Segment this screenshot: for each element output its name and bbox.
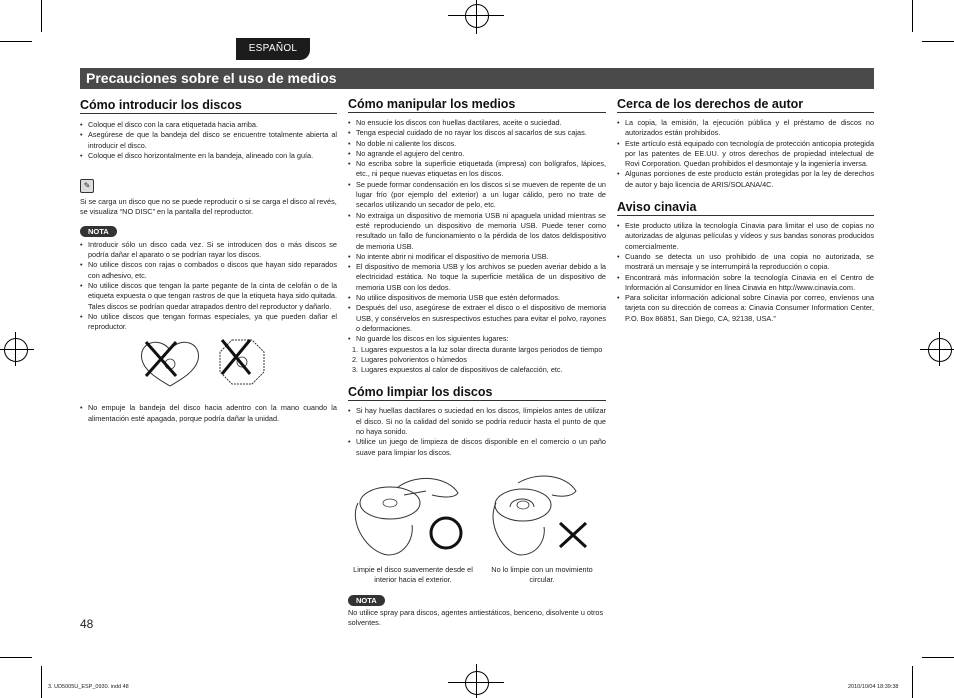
list-item: • No empuje la bandeja del disco hacia adentro con la mano cuando la alimentación esté apagada, porque podría dañar la unidad. xyxy=(80,403,337,424)
list-item: • Asegúrese de que la bandeja del disco se encuentre totalmente abierta al introducir el disco. xyxy=(80,130,337,151)
list-item: • No guarde los discos en los siguientes lugares: xyxy=(348,334,606,344)
registration-mark-icon xyxy=(928,338,952,362)
cinavia-link[interactable]: http://www.cinavia.com xyxy=(778,282,853,292)
tip-text: Si se carga un disco que no se puede reproducir o si se carga el disco al revés, se visualiza “NO DISC” en la pantalla del reproductor. xyxy=(80,197,337,217)
crop-mark xyxy=(476,664,477,698)
crop-mark xyxy=(920,349,954,350)
disc-cleaning-illustration xyxy=(348,473,606,563)
nota-badge: NOTA xyxy=(80,226,117,237)
page-number: 48 xyxy=(80,617,94,631)
list-item: 1. Lugares expuestos a la luz solar directa durante largos periodos de tiempo xyxy=(352,344,603,354)
list-item: • No utilice discos que tengan la parte pegante de la cinta de celofán o de la etiqueta expuesta o que tengan rastros de que la etiqueta haya sido quitada. Tales discos se podrían quedar atrapados dentro del reproductor y dañarlo. xyxy=(80,281,337,312)
list-item: • Algunas porciones de este producto están protegidas por la ley de derechos de autor y bajo licencia de ARIS/SOLANA/4C. xyxy=(617,169,874,190)
list-item: • Utilice un juego de limpieza de discos disponible en el comercio o un paño suave para limpiar los discos. xyxy=(348,437,606,458)
list-item: • Si hay huellas dactilares o suciedad en los discos, límpielos antes de utilizar el disco. Si no la calidad del sonido se podría reducir hasta el punto de que no haya sonido. xyxy=(348,406,606,437)
column-insert-discs xyxy=(80,98,337,424)
pencil-note-icon: ✎ xyxy=(80,179,94,193)
list-item: • Tenga especial cuidado de no rayar los discos al sacarlos de sus cajas. xyxy=(348,128,606,138)
list-item: • Este artículo está equipado con tecnología de protección anticopia protegida por las patentes de EE.UU. y otros derechos de propiedad intelectual de Rovi Corporation. Quedan prohibidos el desmontaje y la ingeniería inversa. xyxy=(617,139,874,170)
registration-mark-icon xyxy=(465,4,489,28)
list-item: • No ensucie los discos con huellas dactilares, aceite o suciedad. xyxy=(348,118,606,128)
handle-list xyxy=(348,118,606,345)
tip-block xyxy=(80,175,337,218)
crop-mark xyxy=(0,657,32,658)
registration-mark-icon xyxy=(465,671,489,695)
list-item: • Coloque el disco con la cara etiquetada hacia arriba. xyxy=(80,120,337,130)
crop-mark xyxy=(939,332,940,366)
crop-mark xyxy=(922,657,954,658)
nota-text: No utilice spray para discos, agentes antiestáticos, benceno, disolvente u otros solventes. xyxy=(348,608,604,628)
crop-mark xyxy=(912,666,913,698)
heading-handle-media: Cómo manipular los medios xyxy=(348,97,606,113)
storage-places-list xyxy=(348,345,606,376)
nota-list xyxy=(80,240,337,333)
heart-disc-icon xyxy=(142,342,199,386)
list-item: • No utilice dispositivos de memoria USB que estén deformados. xyxy=(348,293,606,303)
list-item: • Coloque el disco horizontalmente en la bandeja, alineado con la guía. xyxy=(80,151,337,161)
page-title: Precauciones sobre el uso de medios xyxy=(86,70,337,86)
list-item: • Encontrará más información sobre la tecnología Cinavia en el Centro de Información al Consumidor en línea Cinavia en http://www.cinavia.com. xyxy=(617,273,874,294)
footer-file: 3. UD5005U_ESP_0930. indd 48 xyxy=(48,684,129,690)
column-handle-media xyxy=(348,97,606,458)
list-item: • Después del uso, asegúrese de extraer el disco o el dispositivo de memoria USB, y consérvelos en susrespectivos estuches para evitar el polvo, rayones o deformaciones. xyxy=(348,303,606,334)
list-item: • El dispositivo de memoria USB y los archivos se pueden averiar debido a la electricidad estática. No toque la superficie metálica de un dispositivo de memoria USB con los dedos. xyxy=(348,262,606,293)
list-item: • No utilice discos con rajas o combados o discos que hayan sido reparados con adhesivo, etc. xyxy=(80,260,337,281)
crop-mark xyxy=(476,0,477,34)
list-item: 3. Lugares expuestos al calor de dispositivos de calefacción, etc. xyxy=(352,365,563,375)
nota-badge: NOTA xyxy=(348,595,385,606)
list-item: • No doble ni caliente los discos. xyxy=(348,139,606,149)
wrong-cleaning-icon xyxy=(493,476,586,555)
heading-copyright: Cerca de los derechos de autor xyxy=(617,97,874,113)
clean-list xyxy=(348,406,606,457)
list-item: • Este producto utiliza la tecnología Cinavia para limitar el uso de copias no autorizadas de algunas películas y vídeos y sus bandas sonoras producidos comercialmente. xyxy=(617,221,874,252)
list-item: 2. Lugares polvorientos o húmedos xyxy=(352,354,467,364)
list-item: • Introducir sólo un disco cada vez. Si se introducen dos o más discos se podría dañar el aparato o se podrían rayar los discos. xyxy=(80,240,337,261)
special-shape-discs-illustration xyxy=(80,338,337,388)
list-item: • No extraiga un dispositivo de memoria USB ni apaguela unidad mientras se esté reproduciendo un dispositivo de memoria USB. Puede tener como resultado un fallo de funcionamiento o la pérdida de los datos deldispositivo de memoria USB. xyxy=(348,211,606,252)
caption-correct-cleaning: Limpie el disco suavemente desde el interior hacia el exterior. xyxy=(353,565,473,584)
section-banner xyxy=(80,68,874,89)
cleaning-nota xyxy=(348,590,606,629)
registration-mark-icon xyxy=(4,338,28,362)
crop-mark xyxy=(0,349,34,350)
crop-mark xyxy=(922,41,954,42)
cinavia-list xyxy=(617,221,874,324)
heading-cinavia: Aviso cinavia xyxy=(617,200,874,216)
heading-insert-discs: Cómo introducir los discos xyxy=(80,98,337,114)
crop-mark xyxy=(41,0,42,32)
list-item: • Para solicitar información adicional sobre Cinavia por correo, envíenos una tarjeta con su dirección de correos a: Cinavia Consumer Information Center, P.O. Box 86851, San Diego, CA, 92138, USA.” xyxy=(617,293,874,324)
crop-mark xyxy=(41,666,42,698)
crop-mark xyxy=(0,41,32,42)
insert-list xyxy=(80,120,337,161)
footer-date: 2010/10/04 18:39:38 xyxy=(848,684,899,690)
list-item: • La copia, la emisión, la ejecución pública y el préstamo de discos no autorizados están prohibidos. xyxy=(617,118,874,139)
crop-mark xyxy=(15,332,16,366)
list-item: • No agrande el agujero del centro. xyxy=(348,149,606,159)
list-item: • No utilice discos que tengan formas especiales, ya que pueden dañar el reproductor. xyxy=(80,312,337,333)
column-copyright xyxy=(617,97,874,324)
list-item: • Se puede formar condensación en los discos si se mueven de repente de un lugar frío (por ejemplo del exterior) a un lugar cálido, pero no trate de secarlos utilizando un secador de pelo, etc. xyxy=(348,180,606,211)
copyright-list xyxy=(617,118,874,190)
octagon-disc-icon xyxy=(220,340,264,384)
list-item: • Cuando se detecta un uso prohibido de una copia no autorizada, se mostrará un mensaje y se interrumpirá la reproducción o copia. xyxy=(617,252,874,273)
crop-mark xyxy=(912,0,913,32)
correct-cleaning-icon xyxy=(355,478,461,555)
list-item: • No escriba sobre la superficie etiquetada (impresa) con bolígrafos, lápices, etc., ni peque nuevas etiquetas en los discos. xyxy=(348,159,606,180)
list-item: • No intente abrir ni modificar el dispositivo de memoria USB. xyxy=(348,252,606,262)
language-tab: ESPAÑOL xyxy=(236,38,310,60)
heading-clean-discs: Cómo limpiar los discos xyxy=(348,385,606,401)
tray-list xyxy=(80,403,337,424)
caption-wrong-cleaning: No lo limpie con un movimiento circular. xyxy=(491,565,593,584)
